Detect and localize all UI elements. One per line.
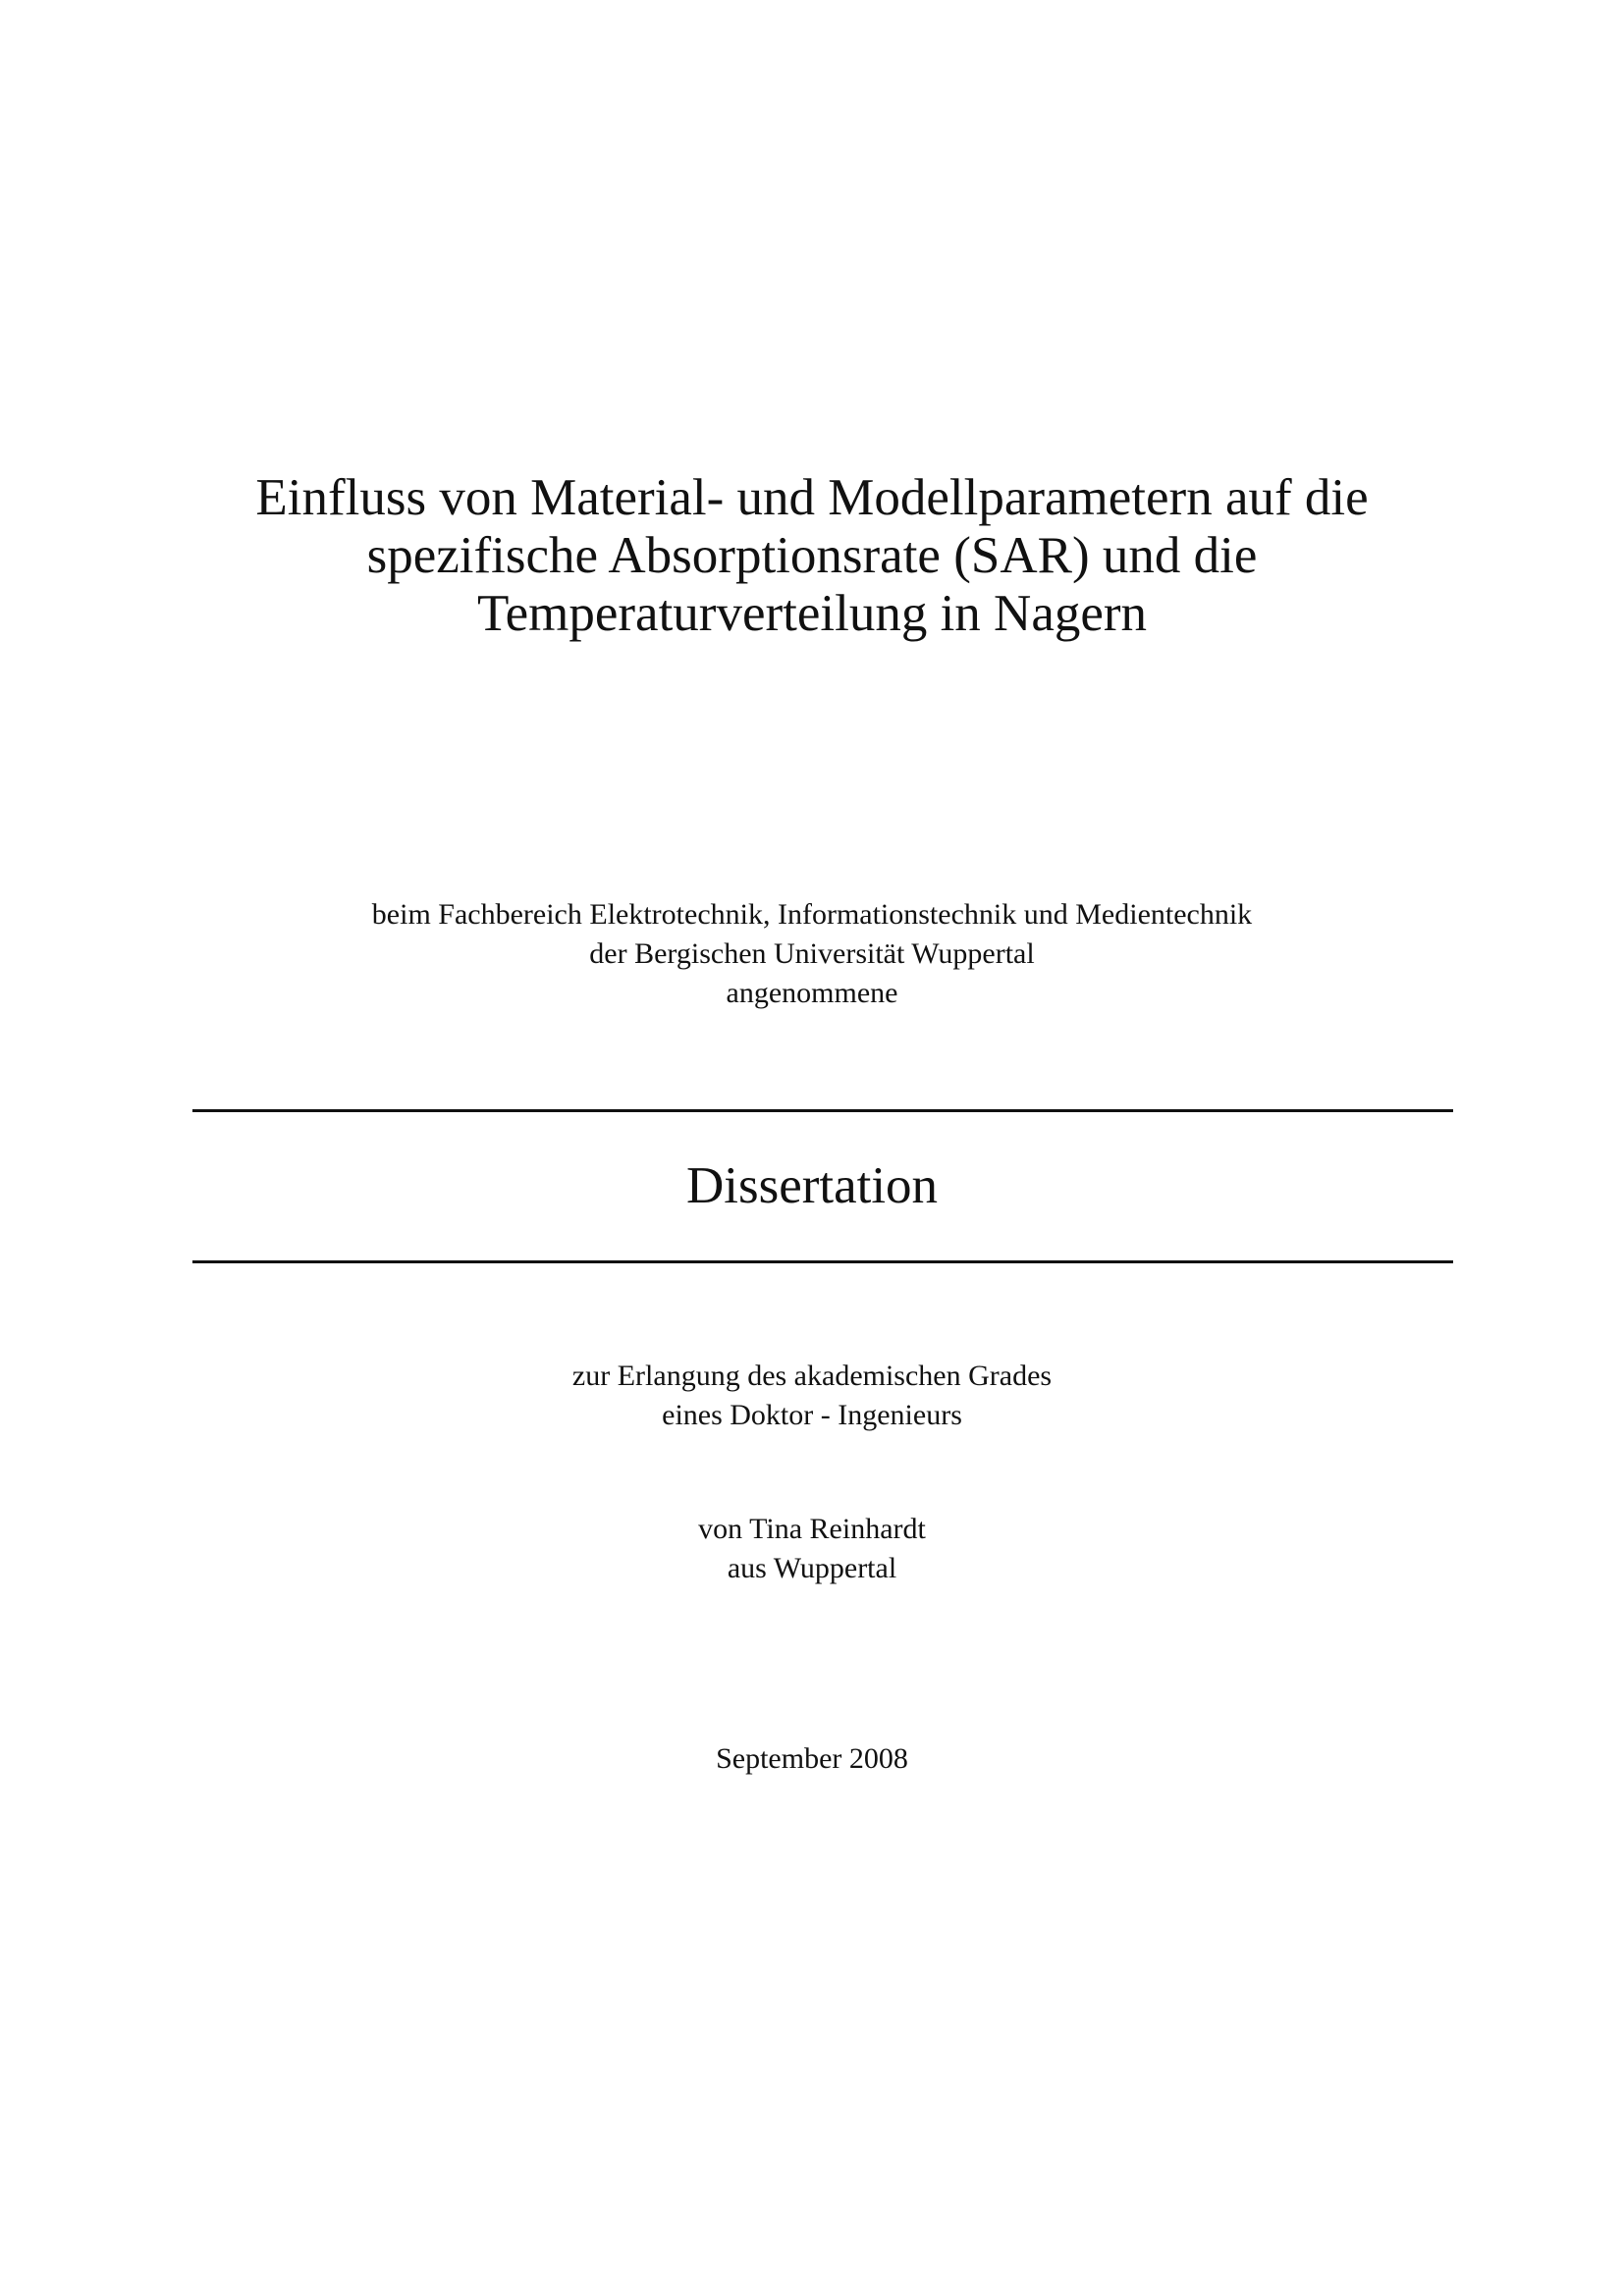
bottom-divider <box>192 1260 1453 1263</box>
author-name: von Tina Reinhardt <box>698 1513 926 1545</box>
thesis-title-line-3: Temperaturverteilung in Nagern <box>476 585 1148 642</box>
faculty-line-1: beim Fachbereich Elektrotechnik, Informationstechnik und Medientechnik <box>371 898 1253 931</box>
thesis-title-line-2: spezifische Absorptionsrate (SAR) und die <box>366 527 1258 584</box>
faculty-line-2: der Bergischen Universität Wuppertal <box>589 937 1035 970</box>
thesis-title-line-1: Einfluss von Material- und Modellparametern auf die <box>255 469 1369 526</box>
degree-statement <box>0 1357 1624 1435</box>
author-origin: aus Wuppertal <box>727 1552 897 1584</box>
document-type: Dissertation <box>685 1157 939 1214</box>
faculty-line-3: angenommene <box>726 977 898 1009</box>
top-divider <box>192 1109 1453 1112</box>
thesis-title <box>0 469 1624 643</box>
faculty-statement <box>0 895 1624 1013</box>
degree-line-1: zur Erlangung des akademischen Grades <box>571 1360 1053 1392</box>
degree-line-2: eines Doktor - Ingenieurs <box>662 1399 962 1431</box>
author-info <box>0 1510 1624 1588</box>
submission-date: September 2008 <box>716 1742 908 1775</box>
